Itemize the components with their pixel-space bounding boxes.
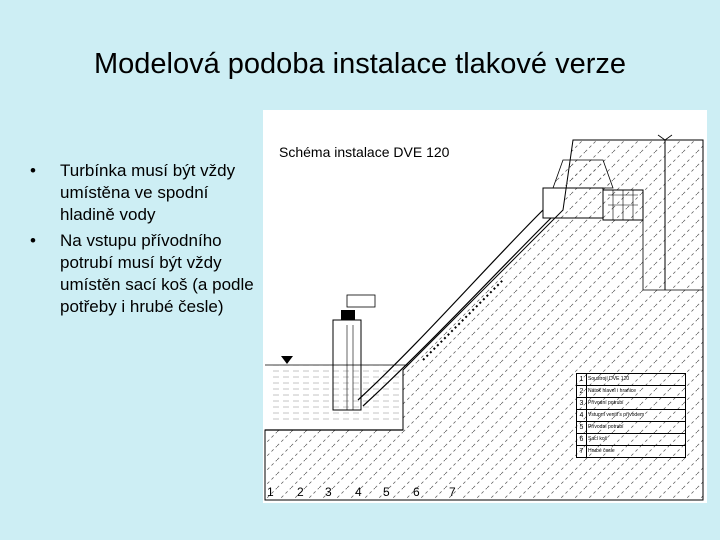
callout-label: 5 — [383, 485, 390, 499]
diagram-legend — [576, 373, 686, 458]
bullet-dot-icon: • — [30, 161, 36, 180]
legend-row: 7 Hrubé česle — [577, 446, 686, 458]
legend-row: 2 Nátok hlavní i hranice — [577, 386, 686, 398]
bullet-list — [30, 160, 255, 322]
callout-label: 7 — [449, 485, 456, 499]
legend-row: 3 Přívodní potrubí — [577, 398, 686, 410]
bullet-text: Turbínka musí být vždy umístěna ve spodní hladině vody — [60, 161, 236, 224]
installation-diagram — [263, 110, 707, 503]
slide-title: Modelová podoba instalace tlakové verze — [94, 48, 626, 80]
bullet-item — [30, 230, 255, 318]
legend-row: 5 Přívodní potrubí — [577, 422, 686, 434]
callout-label: 4 — [355, 485, 362, 499]
bullet-item — [30, 160, 255, 226]
water-level-icon — [281, 356, 293, 364]
lower-water-area — [271, 365, 403, 422]
legend-row: 1 Soustrojí DVE 120 — [577, 374, 686, 386]
legend-row: 4 Vstupní ventil s přívodem — [577, 410, 686, 422]
callout-label: 2 — [297, 485, 304, 499]
callout-label: 3 — [325, 485, 332, 499]
legend-row: 6 Sací koš — [577, 434, 686, 446]
callout-label: 6 — [413, 485, 420, 499]
diagram-title: Schéma instalace DVE 120 — [279, 144, 450, 160]
bullet-dot-icon: • — [30, 231, 36, 250]
callout-label: 1 — [267, 485, 274, 499]
bullet-text: Na vstupu přívodního potrubí musí být vždy umístěn sací koš (a podle potřeby i hrubé česle) — [60, 231, 254, 316]
